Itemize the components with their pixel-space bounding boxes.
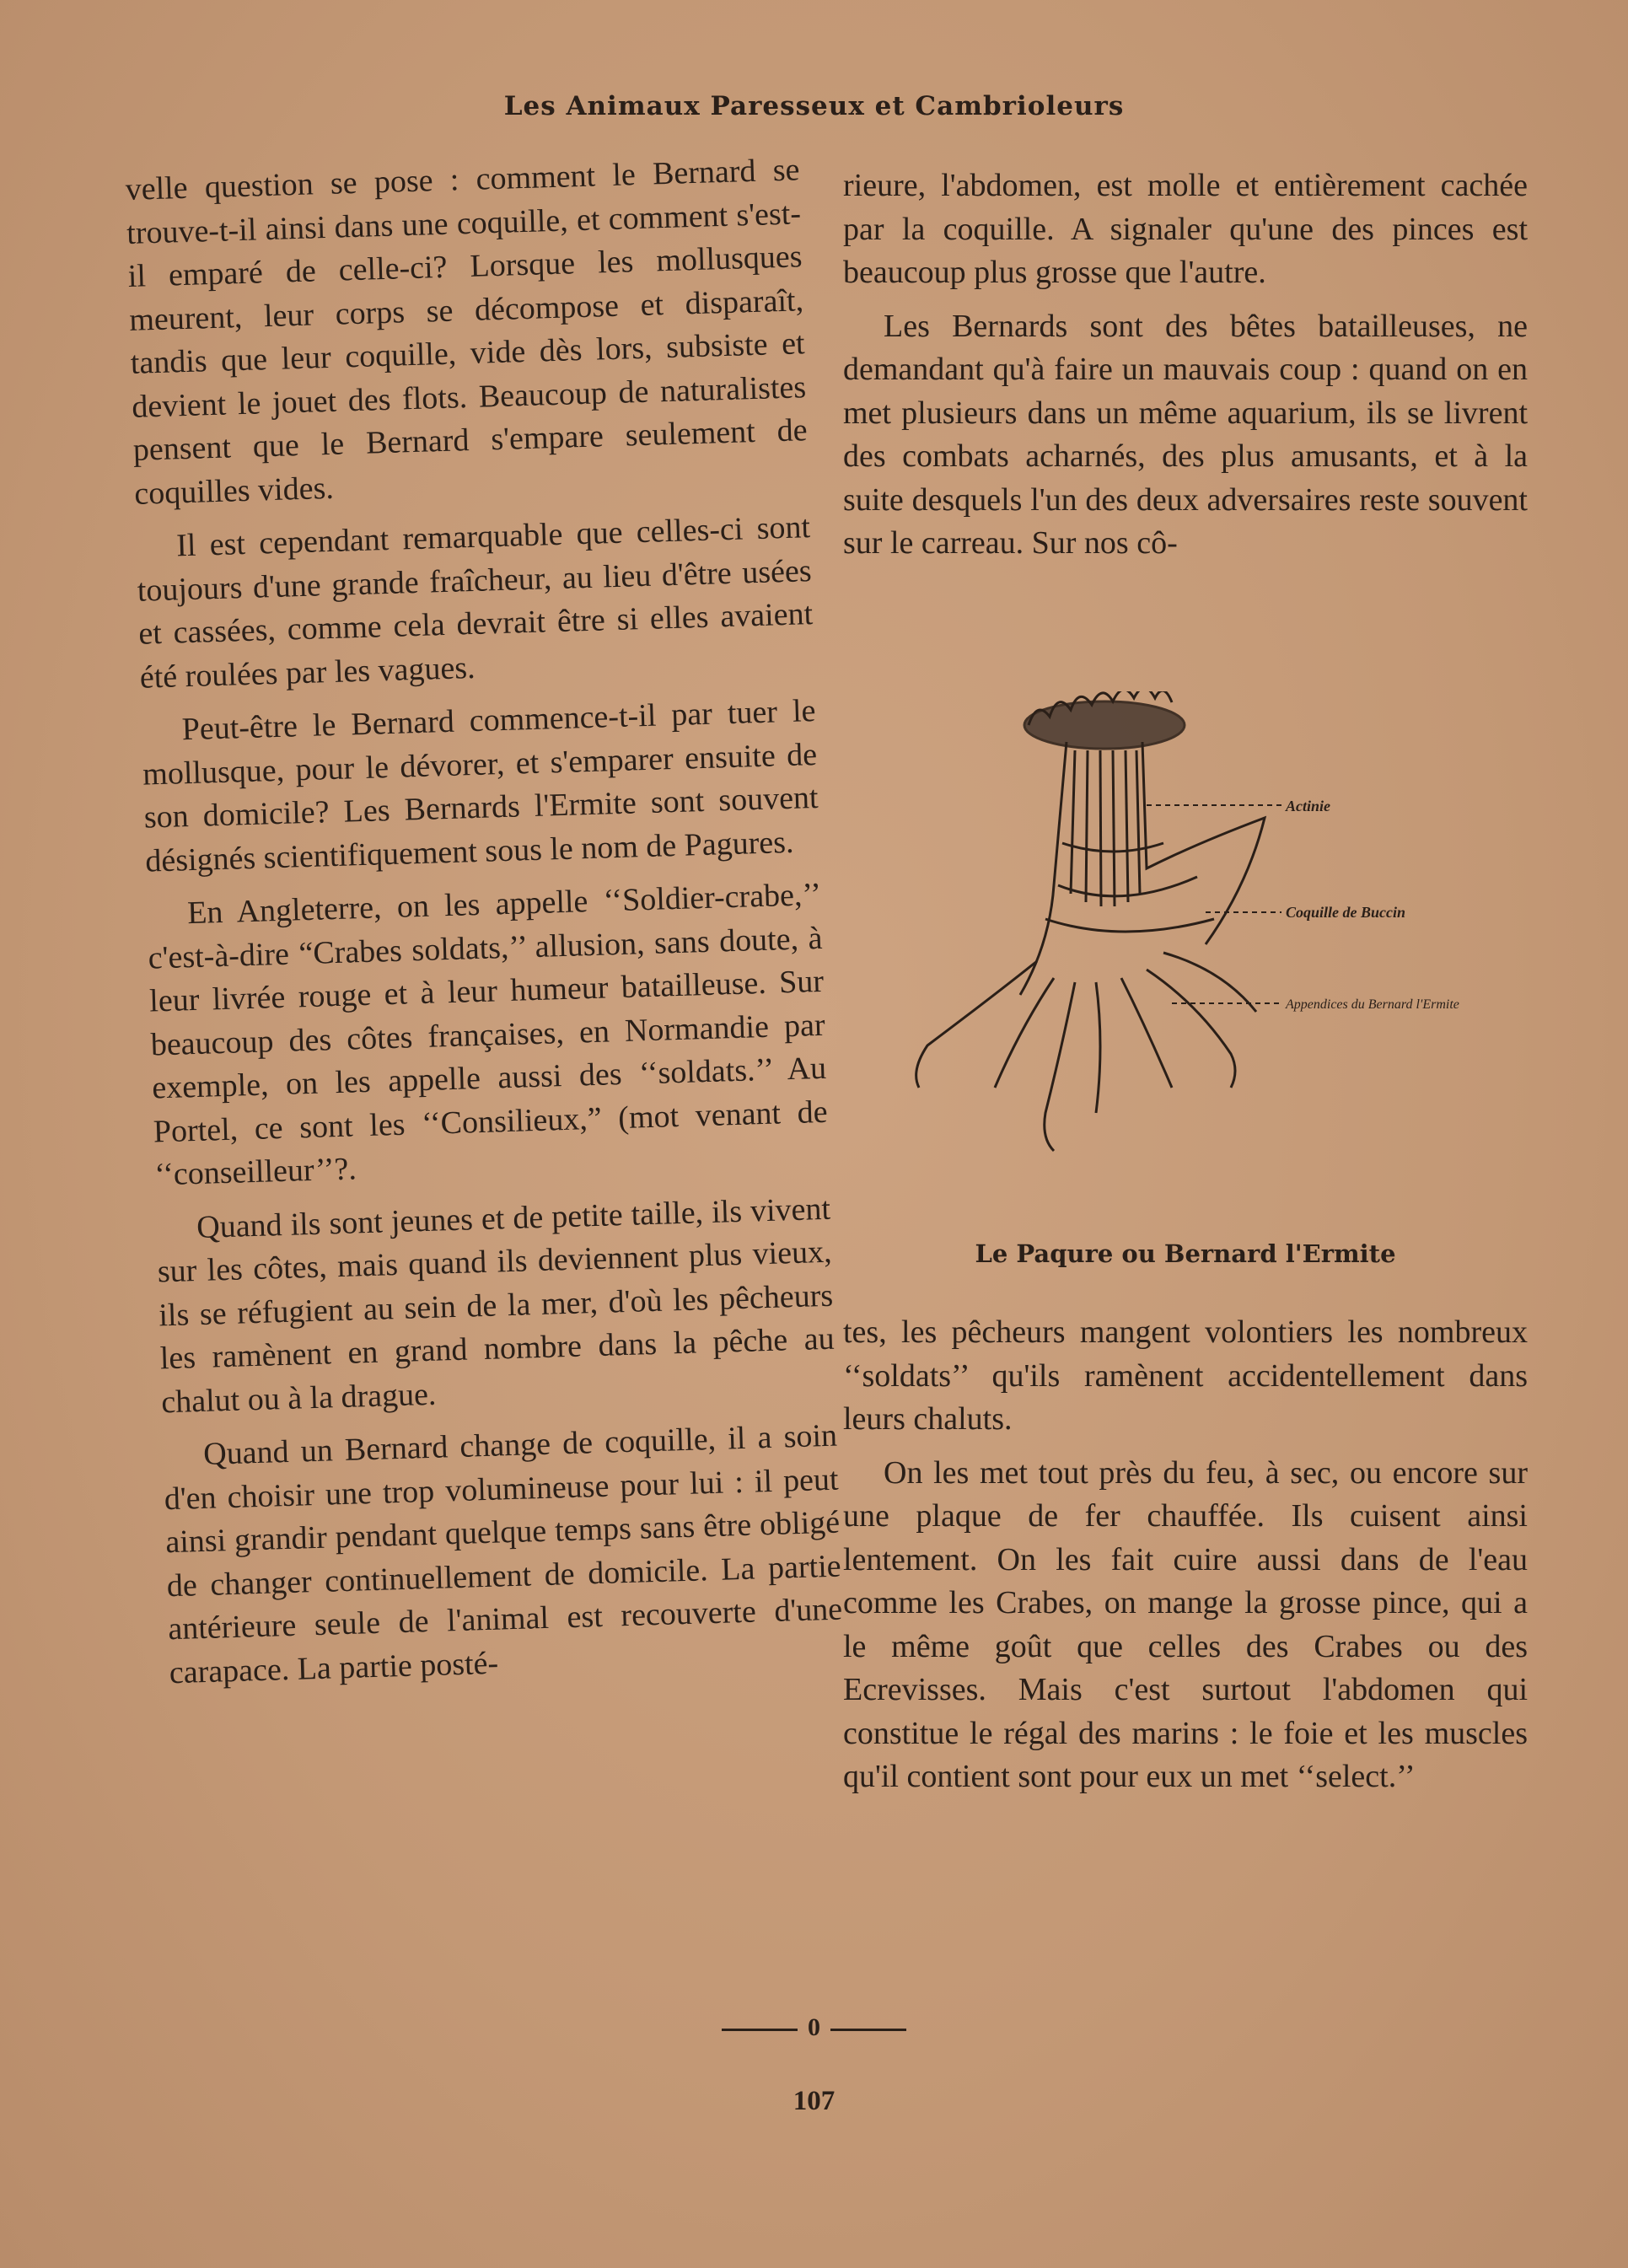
paragraph: Peut-être le Bernard commence-t-il par tuer le mollusque, pour le dévorer, et s'emparer ensuite de son domicile? Les Bernards l'Ermite sont souvent désignés scientifiquement sous le nom de Pagures. [142, 692, 819, 879]
right-column-bottom [843, 1311, 1528, 1809]
paragraph: velle question se pose : comment le Bernard se trouve-t-il ainsi dans une coquille, et comment s'est-il emparé de celle-ci? Lorsque les mollusques meurent, leur corps se décompose et disparaît, tandis que leur coquille, vide dès lors, subsiste et devient le jouet des flots. Beaucoup de naturalistes pensent que le Bernard s'empare seulement de coquilles vides. [125, 152, 809, 512]
ornament-mark: 0 [808, 2013, 820, 2041]
page-number: 107 [793, 2086, 835, 2116]
ornament-rule-left [722, 2029, 798, 2031]
paragraph: rieure, l'abdomen, est molle et entièrement cachée par la coquille. A signaler qu'une des pinces est beaucoup plus grosse que l'autre. [843, 168, 1528, 290]
paragraph: En Angleterre, on les appelle ‘‘Soldier-crabe,’’ c'est-à-dire “Crabes soldats,’’ allusion, sans doute, à leur livrée rouge et à leur humeur batailleuse. Sur beaucoup des côtes françaises, en Normandie par exemple, on les appelle aussi des ‘‘soldats.’’ Au Portel, ce sont les ‘‘Consilieux,” (mot venant de ‘‘conseilleur’’?. [148, 876, 829, 1193]
paragraph: Quand un Bernard change de coquille, il a soin d'en choisir une trop volumineuse pour lui : il peut ainsi grandir pendant quelque temps sans être obligé de changer continuellement de domicile. La partie antérieure seule de l'animal est recouverte d'une carapace. La partie posté- [164, 1417, 843, 1690]
label-appendices: Appendices du Bernard l'Ermite [1286, 997, 1459, 1012]
paragraph: On les met tout près du feu, à sec, ou encore sur une plaque de fer chauffée. Ils cuisent ainsi lentement. On les fait cuire aussi dans de l'eau comme les Crabes, on mange la grosse pince, qui a le même goût que celles des Crabes ou des Ecrevisses. Mais c'est surtout l'abdomen qui constitue le régal des marins : le foie et les muscles qu'il contient sont pour eux un met ‘‘select.’’ [843, 1454, 1528, 1794]
paragraph: tes, les pêcheurs mangent volontiers les nombreux ‘‘soldats’’ qu'ils ramènent accidentellement dans leurs chaluts. [843, 1314, 1528, 1437]
left-column [125, 148, 845, 1705]
paragraph: Les Bernards sont des bêtes batailleuses, ne demandant qu'à faire un mauvais coup : quand on en met plusieurs dans un même aquarium, ils se livrent des combats acharnés, des plus amusants, et à la suite desquels l'un des deux adversaires reste souvent sur le carreau. Sur nos cô- [843, 308, 1528, 561]
paragraph: Quand ils sont jeunes et de petite taille, ils vivent sur les côtes, mais quand ils deviennent plus vieux, ils se réfugient au sein de la mer, d'où les pêcheurs les ramènent en grand nombre dans la pêche au chalut ou à la drague. [157, 1190, 835, 1420]
hermit-crab-drawing [894, 691, 1484, 1164]
figure-caption: Le Paqure ou Bernard l'Ermite [975, 1239, 1396, 1268]
label-coquille: Coquille de Buccin [1286, 904, 1406, 921]
right-column-top [843, 164, 1528, 576]
paragraph: Il est cependant remarquable que celles-ci sont toujours d'une grande fraîcheur, au lieu d'être usées et cassées, comme cela devrait être si elles avaient été roulées par les vagues. [137, 509, 814, 696]
hermit-crab-illustration [894, 691, 1484, 1231]
running-header: Les Animaux Paresseux et Cambrioleurs [503, 91, 1125, 121]
section-ornament [0, 2013, 1628, 2042]
label-actinie: Actinie [1286, 798, 1330, 814]
ornament-rule-right [830, 2029, 906, 2031]
